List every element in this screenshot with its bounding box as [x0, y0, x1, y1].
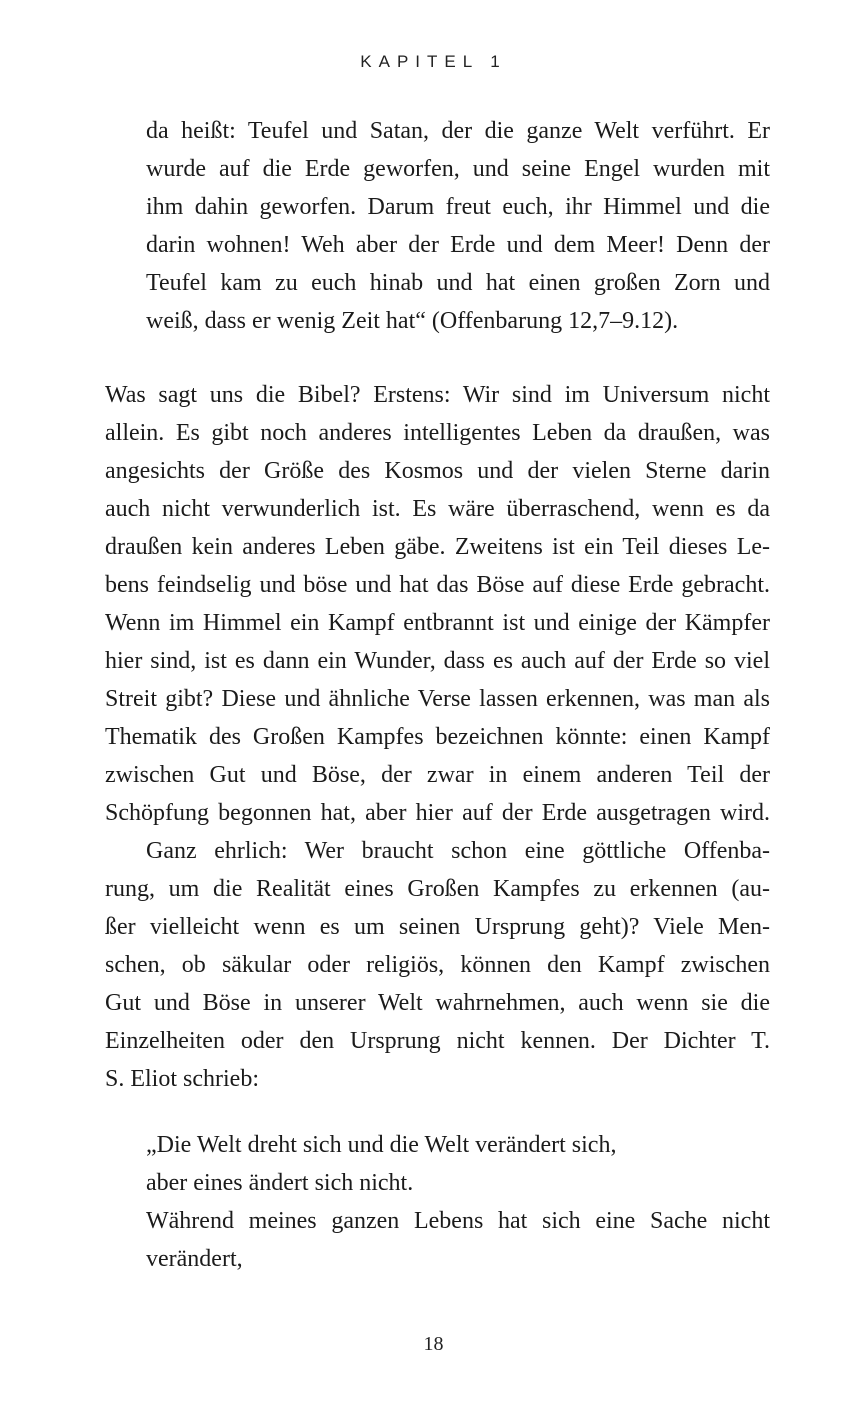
- paragraph-line: S. Eliot schrieb:: [105, 1066, 259, 1092]
- paragraph-line: auch nicht verwunderlich ist. Es wäre überraschend, wenn es da: [105, 496, 770, 522]
- quote-line: da heißt: Teufel und Satan, der die ganze Welt verführt. Er: [146, 118, 770, 144]
- quote-line: „Die Welt dreht sich und die Welt verändert sich,: [146, 1132, 617, 1158]
- paragraph-line: draußen kein anderes Leben gäbe. Zweitens ist ein Teil dieses Le-: [105, 534, 770, 560]
- paragraph-line: zwischen Gut und Böse, der zwar in einem anderen Teil der: [105, 762, 770, 788]
- paragraph-line: allein. Es gibt noch anderes intelligentes Leben da draußen, was: [105, 420, 770, 446]
- quote-line: aber eines ändert sich nicht.: [146, 1170, 414, 1196]
- paragraph-line: angesichts der Größe des Kosmos und der vielen Sterne darin: [105, 458, 770, 484]
- paragraph-line: Ganz ehrlich: Wer braucht schon eine göttliche Offenba-: [146, 838, 770, 864]
- quote-line: Während meines ganzen Lebens hat sich eine Sache nicht: [146, 1208, 770, 1234]
- running-head: KAPITEL 1: [360, 52, 507, 71]
- paragraph-line: Thematik des Großen Kampfes bezeichnen könnte: einen Kampf: [105, 724, 770, 750]
- quote-line: wurde auf die Erde geworfen, und seine Engel wurden mit: [146, 156, 770, 182]
- paragraph-line: hier sind, ist es dann ein Wunder, dass es auch auf der Erde so viel: [105, 648, 770, 674]
- paragraph-line: Wenn im Himmel ein Kampf entbrannt ist und einige der Kämpfer: [105, 610, 770, 636]
- paragraph-line: rung, um die Realität eines Großen Kampfes zu erkennen (au-: [105, 876, 770, 902]
- quote-line: weiß, dass er wenig Zeit hat“ (Offenbarung 12,7–9.12).: [146, 308, 679, 334]
- paragraph-line: Streit gibt? Diese und ähnliche Verse lassen erkennen, was man als: [105, 686, 770, 712]
- paragraph-line: Schöpfung begonnen hat, aber hier auf der Erde ausgetragen wird.: [105, 800, 770, 826]
- paragraph-line: Gut und Böse in unserer Welt wahrnehmen, auch wenn sie die: [105, 990, 770, 1016]
- paragraph-line: schen, ob säkular oder religiös, können den Kampf zwischen: [105, 952, 770, 978]
- paragraph-line: Was sagt uns die Bibel? Erstens: Wir sind im Universum nicht: [105, 382, 770, 408]
- quote-line: darin wohnen! Weh aber der Erde und dem Meer! Denn der: [146, 232, 770, 258]
- quote-line: Teufel kam zu euch hinab und hat einen großen Zorn und: [146, 270, 770, 296]
- paragraph-line: bens feindselig und böse und hat das Böse auf diese Erde gebracht.: [105, 572, 770, 598]
- paragraph-line: Einzelheiten oder den Ursprung nicht kennen. Der Dichter T.: [105, 1028, 770, 1054]
- page-number: 18: [423, 1333, 444, 1355]
- quote-line: ihm dahin geworfen. Darum freut euch, ihr Himmel und die: [146, 194, 770, 220]
- quote-line: verändert,: [146, 1246, 243, 1272]
- paragraph-line: ßer vielleicht wenn es um seinen Ursprung geht)? Viele Men-: [105, 914, 770, 940]
